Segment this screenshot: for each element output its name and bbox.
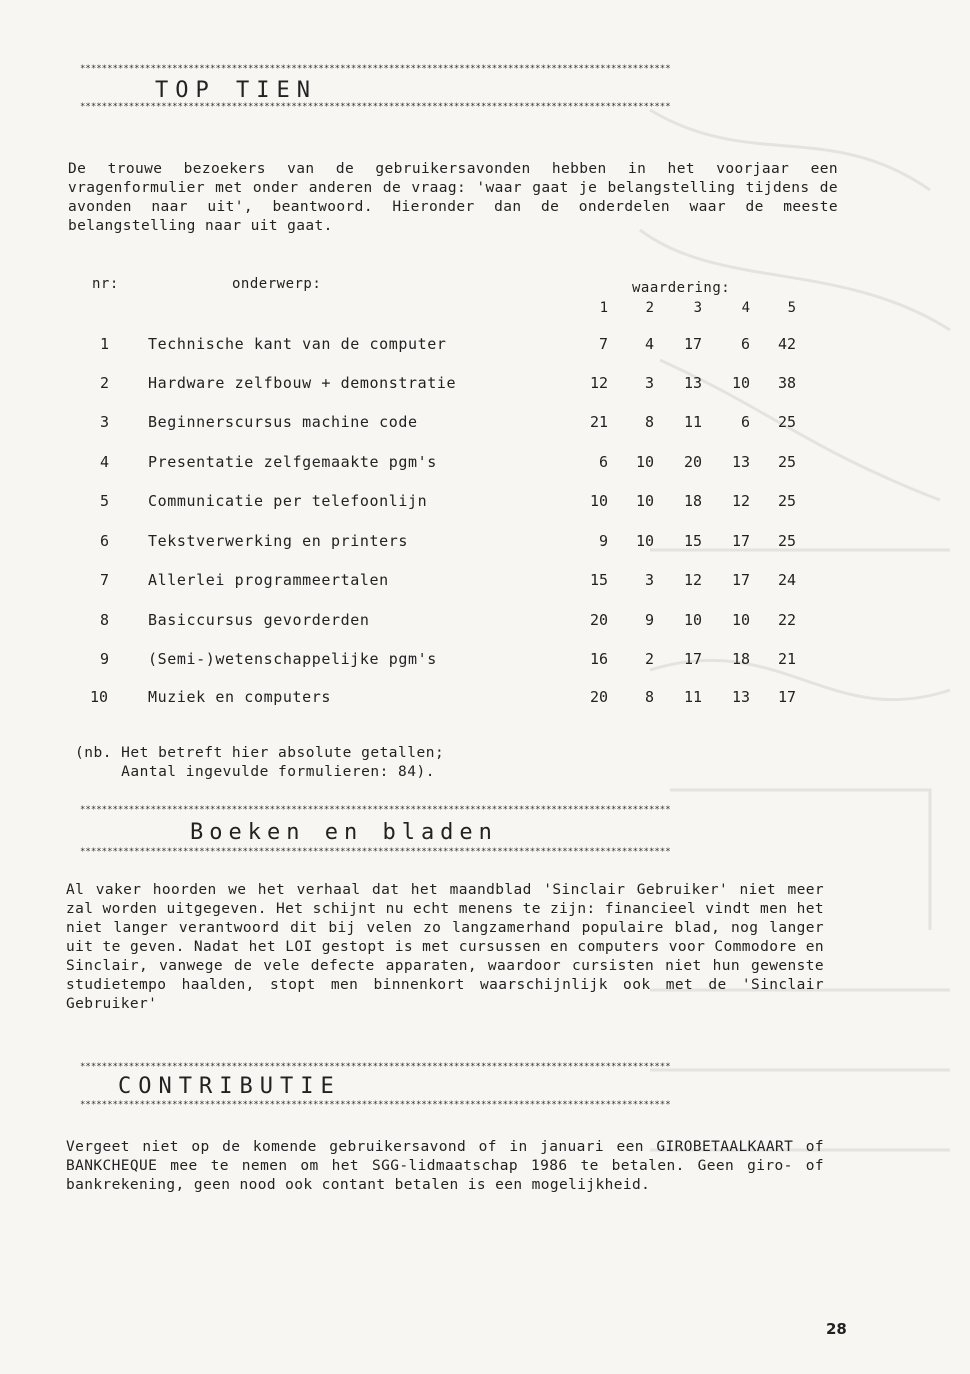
row-number: 1 bbox=[100, 335, 110, 353]
row-number: 10 bbox=[90, 688, 109, 706]
rating-value: 10 bbox=[635, 492, 654, 510]
rating-scale-5: 5 bbox=[787, 300, 796, 316]
rating-scale-1: 1 bbox=[599, 300, 608, 316]
rating-value: 3 bbox=[644, 374, 654, 392]
table-row bbox=[0, 374, 970, 394]
rating-value: 12 bbox=[731, 492, 750, 510]
column-header-topic: onderwerp: bbox=[232, 276, 322, 292]
rating-value: 13 bbox=[731, 688, 750, 706]
row-topic: (Semi-)wetenschappelijke pgm's bbox=[148, 650, 437, 668]
rating-value: 3 bbox=[644, 571, 654, 589]
rating-value: 22 bbox=[777, 611, 796, 629]
row-topic: Beginnerscursus machine code bbox=[148, 413, 418, 431]
section-title-boeken: Boeken en bladen bbox=[190, 820, 498, 845]
row-number: 9 bbox=[100, 650, 110, 668]
row-topic: Technische kant van de computer bbox=[148, 335, 447, 353]
divider-stars: ************************************************************************************************************* bbox=[80, 1062, 671, 1072]
divider-stars: ************************************************************************************************************* bbox=[80, 805, 671, 815]
divider-stars-top: ************************************************************************************************************* bbox=[80, 64, 671, 74]
rating-value: 17 bbox=[731, 571, 750, 589]
rating-value: 42 bbox=[777, 335, 796, 353]
section-title-contributie: CONTRIBUTIE bbox=[118, 1074, 341, 1099]
rating-value: 6 bbox=[598, 453, 608, 471]
row-number: 5 bbox=[100, 492, 110, 510]
section-title-top-tien: TOP TIEN bbox=[155, 78, 317, 103]
row-number: 2 bbox=[100, 374, 110, 392]
rating-value: 25 bbox=[777, 532, 796, 550]
rating-value: 17 bbox=[683, 650, 702, 668]
rating-value: 11 bbox=[683, 413, 702, 431]
rating-value: 15 bbox=[589, 571, 608, 589]
rating-value: 10 bbox=[635, 532, 654, 550]
rating-value: 8 bbox=[644, 688, 654, 706]
table-row bbox=[0, 335, 970, 355]
row-topic: Presentatie zelfgemaakte pgm's bbox=[148, 453, 437, 471]
rating-value: 6 bbox=[740, 335, 750, 353]
column-header-rating: waardering: bbox=[632, 280, 731, 296]
rating-value: 13 bbox=[731, 453, 750, 471]
top-tien-intro: De trouwe bezoekers van de gebruikersavonden hebben in het voorjaar een vragenformulier met onder anderen de vraag: 'waar gaat je belangstelling tijdens de avonden naar uit', beantwoord. Hieronder dan de onderdelen waar de meeste belangstelling naar uit gaat. bbox=[68, 161, 838, 234]
row-topic: Tekstverwerking en printers bbox=[148, 532, 409, 550]
rating-value: 2 bbox=[644, 650, 654, 668]
table-row bbox=[0, 453, 970, 473]
rating-value: 9 bbox=[644, 611, 654, 629]
rating-value: 10 bbox=[589, 492, 608, 510]
column-header-nr: nr: bbox=[92, 276, 119, 292]
boeken-text: Al vaker hoorden we het verhaal dat het maandblad 'Sinclair Gebruiker' niet meer zal worden uitgegeven. Het schijnt nu echt menens te zijn: financieel vindt men het niet langer verantwoord dit bij velen zo langzamerhand populaire blad, nog langer uit te geven. Nadat het LOI gestopt is met cursussen en computers voor Commodore en Sinclair, vanwege de vele defecte apparaten, waardoor cursisten niet hun gewenste studietempo haalden, stopt men binnenkort waarschijnlijk ook met de 'Sinclair Gebruiker' bbox=[66, 882, 824, 1012]
table-row bbox=[0, 611, 970, 631]
table-note-line-2: Aantal ingevulde formulieren: 84). bbox=[75, 764, 435, 780]
rating-value: 8 bbox=[644, 413, 654, 431]
rating-value: 7 bbox=[598, 335, 608, 353]
rating-value: 25 bbox=[777, 413, 796, 431]
row-number: 6 bbox=[100, 532, 110, 550]
rating-value: 10 bbox=[683, 611, 702, 629]
table-row bbox=[0, 413, 970, 433]
contributie-text: Vergeet niet op de komende gebruikersavond of in januari een GIROBETAALKAART of BANKCHEQUE mee te nemen om het SGG-lidmaatschap 1986 te betalen. Geen giro- of bankrekening, geen nood ook contant betalen is een mogelijkheid. bbox=[66, 1139, 824, 1193]
rating-value: 20 bbox=[683, 453, 702, 471]
table-row bbox=[0, 492, 970, 512]
page-number: 28 bbox=[826, 1320, 847, 1338]
rating-value: 12 bbox=[589, 374, 608, 392]
rating-value: 17 bbox=[777, 688, 796, 706]
rating-value: 18 bbox=[683, 492, 702, 510]
rating-value: 6 bbox=[740, 413, 750, 431]
rating-value: 38 bbox=[777, 374, 796, 392]
rating-value: 21 bbox=[777, 650, 796, 668]
rating-value: 10 bbox=[731, 374, 750, 392]
row-topic: Communicatie per telefoonlijn bbox=[148, 492, 428, 510]
row-topic: Muziek en computers bbox=[148, 688, 331, 706]
rating-value: 25 bbox=[777, 492, 796, 510]
rating-value: 12 bbox=[683, 571, 702, 589]
row-topic: Basiccursus gevorderden bbox=[148, 611, 370, 629]
rating-value: 18 bbox=[731, 650, 750, 668]
rating-scale-4: 4 bbox=[741, 300, 750, 316]
rating-value: 16 bbox=[589, 650, 608, 668]
rating-value: 25 bbox=[777, 453, 796, 471]
rating-value: 4 bbox=[644, 335, 654, 353]
row-topic: Hardware zelfbouw + demonstratie bbox=[148, 374, 457, 392]
rating-scale-3: 3 bbox=[693, 300, 702, 316]
divider-stars: ************************************************************************************************************* bbox=[80, 102, 671, 112]
row-number: 8 bbox=[100, 611, 110, 629]
rating-value: 24 bbox=[777, 571, 796, 589]
rating-value: 15 bbox=[683, 532, 702, 550]
rating-value: 20 bbox=[589, 688, 608, 706]
table-row bbox=[0, 532, 970, 552]
table-row bbox=[0, 571, 970, 591]
rating-scale-2: 2 bbox=[645, 300, 654, 316]
row-topic: Allerlei programmeertalen bbox=[148, 571, 389, 589]
rating-value: 13 bbox=[683, 374, 702, 392]
row-number: 7 bbox=[100, 571, 110, 589]
rating-value: 9 bbox=[598, 532, 608, 550]
rating-value: 21 bbox=[589, 413, 608, 431]
rating-value: 10 bbox=[635, 453, 654, 471]
rating-value: 17 bbox=[731, 532, 750, 550]
table-row bbox=[0, 650, 970, 670]
rating-value: 11 bbox=[683, 688, 702, 706]
row-number: 4 bbox=[100, 453, 110, 471]
divider-stars: ************************************************************************************************************* bbox=[80, 847, 671, 857]
rating-value: 17 bbox=[683, 335, 702, 353]
rating-value: 20 bbox=[589, 611, 608, 629]
divider-stars: ************************************************************************************************************* bbox=[80, 1100, 671, 1110]
table-note-line-1: (nb. Het betreft hier absolute getallen; bbox=[75, 745, 445, 761]
table-row bbox=[0, 688, 970, 708]
rating-value: 10 bbox=[731, 611, 750, 629]
row-number: 3 bbox=[100, 413, 110, 431]
